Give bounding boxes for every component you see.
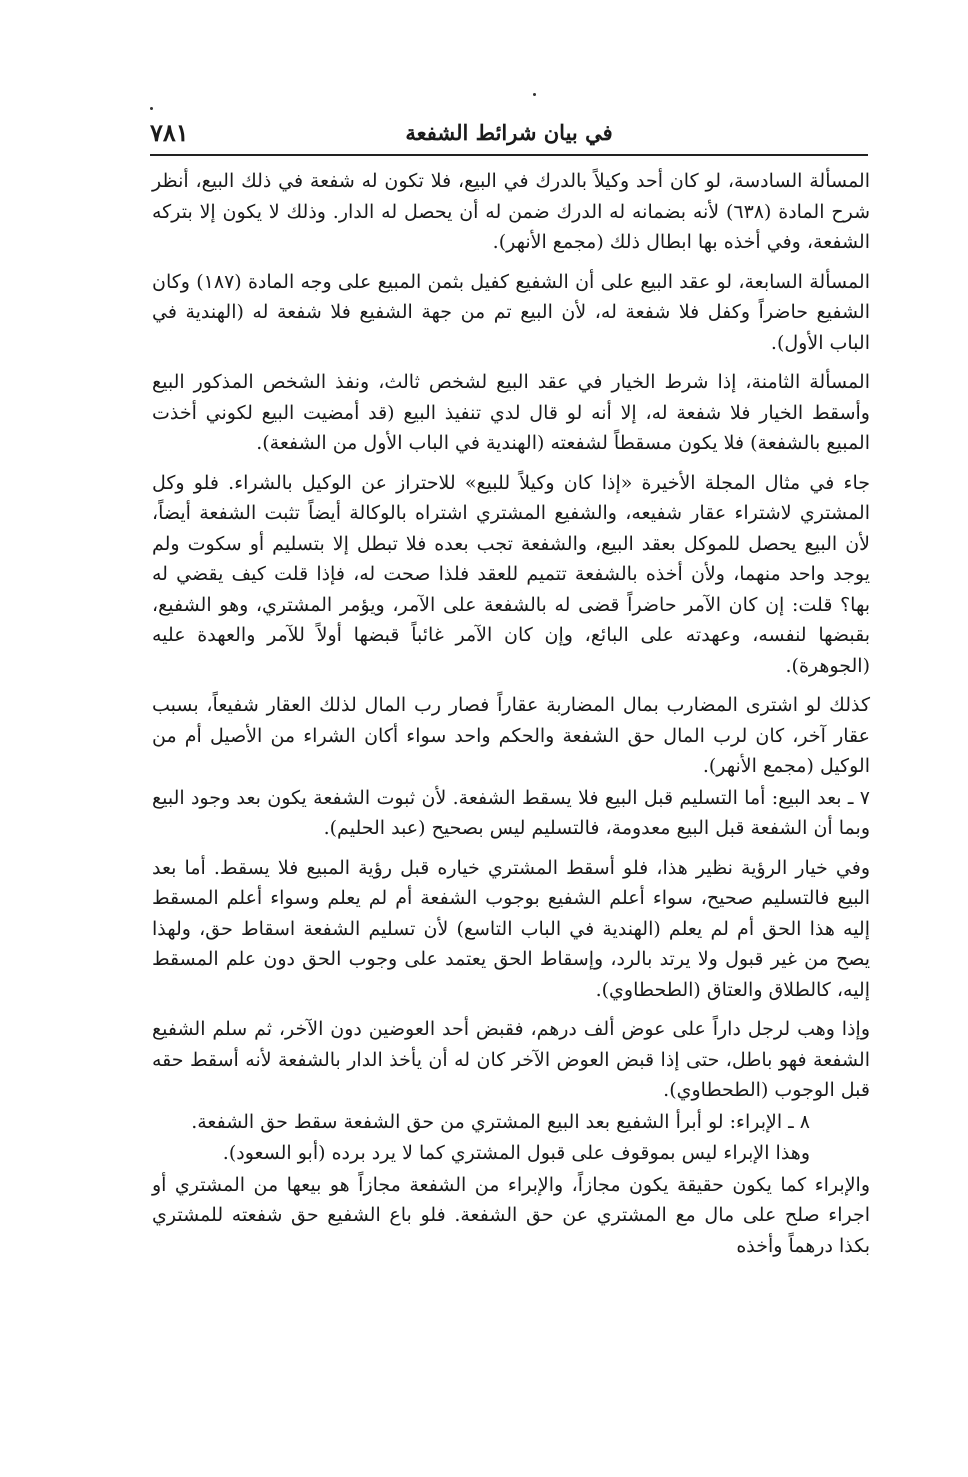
running-title: في بيان شرائط الشفعة [405, 120, 613, 145]
paragraph-issue-7: المسألة السابعة، لو عقد البيع على أن الشفيع كفيل بثمن المبيع على وجه المادة (١٨٧) وكان الشفيع حاضراً وكفل فلا شفعة له، لأن البيع تم من جهة الشفيع فلا شفعة له (الهندية في الباب الأول). [152, 270, 870, 354]
body-text [152, 166, 870, 1262]
ink-speck [150, 107, 153, 110]
ink-speck [533, 93, 536, 96]
page-header [150, 114, 868, 154]
paragraph-item-7: ٧ ـ بعد البيع: أما التسليم قبل البيع فلا يسقط الشفعة. لأن ثبوت الشفعة يكون بعد وجود البيع وبما أن الشفعة قبل البيع معدومة، فالتسليم ليس بصحيح (عبد الحليم). [152, 786, 870, 839]
paragraph-mudarib: كذلك لو اشترى المضارب بمال المضاربة عقاراً فصار رب المال لذلك العقار شفيعاً، بسبب عقار آخر، كان لرب المال حق الشفعة والحكم واحد سواء أكان الشراء من الأصيل أم من الوكيل (مجمع الأنهر). [152, 694, 870, 777]
paragraph-option-of-sight: وفي خيار الرؤية نظير هذا، فلو أسقط المشتري خياره قبل رؤية المبيع فلا يسقط. أما بعد البيع فالتسليم صحيح، سواء أعلم الشفيع بوجوب الشفعة أم لم يعلم وسواء أعلم المسقط إليه هذا الحق أم لم يعلم (الهندية في الباب التاسع) لأن تسليم الشفعة اسقاط حق، ولهذا يصح من غير قبول ولا يرتد بالرد، وإسقاط الحق يعتمد على وجوب الحق دون علم المسقط إليه، كالطلاق والعتاق (الطحطاوي). [152, 856, 870, 1001]
paragraph-item-8: ٨ ـ الإبراء: لو أبرأ الشفيع بعد البيع المشتري من حق الشفعة سقط حق الشفعة. [191, 1110, 810, 1133]
paragraph-issue-8: المسألة الثامنة، إذا شرط الخيار في عقد البيع لشخص ثالث، ونفذ الشخص المذكور البيع وأسقط الخيار فلا شفعة له، إلا أنه لو قال لدي تنفيذ البيع (قد أمضيت البيع لكوني أخذت المبيع بالشفعة) فلا يكون مسقطاً لشفعته (الهندية في الباب الأول من الشفعة). [152, 371, 870, 454]
paragraph-release-types: والإبراء كما يكون حقيقة يكون مجازاً، والإبراء من الشفعة مجازاً هو بيعها من المشتري أو اجراء صلح على مال مع المشتري عن حق الشفعة. فلو باع الشفيع حق شفعته للمشتري بكذا درهماً وأخذه [152, 1173, 870, 1257]
page-number: ٧٨١ [150, 118, 189, 147]
paragraph-release-note: وهذا الإبراء ليس بموقوف على قبول المشتري كما لا يرد برده (أبو السعود). [222, 1142, 810, 1164]
paragraph-gift: وإذا وهب لرجل داراً على عوض ألف درهم، فقبض أحد العوضين دون الآخر، ثم سلم الشفيع الشفعة فهو باطل، حتى إذا قبض العوض الآخر كان له أن يأخذ الدار بالشفعة لأنه أسقط حقه قبل الوجوب (الطحطاوي). [152, 1018, 870, 1101]
header-rule [150, 154, 868, 156]
paragraph-majalla-example: جاء في مثال المجلة الأخيرة «إذا كان وكيلاً للبيع» للاحتراز عن الوكيل بالشراء. فلو وكل المشتري لاشتراء عقار شفيعه، والشفيع المشتري اشتراه بالوكالة أيضاً تثبت الشفعة أيضاً، لأن البيع يحصل للموكل بعقد البيع، والشفعة تجب بعده فلا تبطل إلا بتسليم أو سكوت ولم يوجد واحد منهما، ولأن أخذه بالشفعة تتميم للعقد فلذا صحت له، فإذا قلت كيف يقضي له بها؟ قلت: إن كان الآمر حاضراً قضى له بالشفعة على الآمر، ويؤمر المشتري، وهو الشفيع، بقبضها لنفسه، وعهدته على البائع، وإن كان الآمر غائباً قبضها أولاً للآمر والعهدة عليه (الجوهرة). [152, 471, 870, 677]
paragraph-issue-6: المسألة السادسة، لو كان أحد وكيلاً بالدرك في البيع، فلا تكون له شفعة في ذلك البيع، أنظر شرح المادة (٦٣٨) لأنه بضمانه له الدرك ضمن له أن يحصل له الدار. وذلك لا يكون إلا بتركه الشفعة، وفي أخذه بها ابطال ذلك (مجمع الأنهر). [152, 170, 870, 253]
